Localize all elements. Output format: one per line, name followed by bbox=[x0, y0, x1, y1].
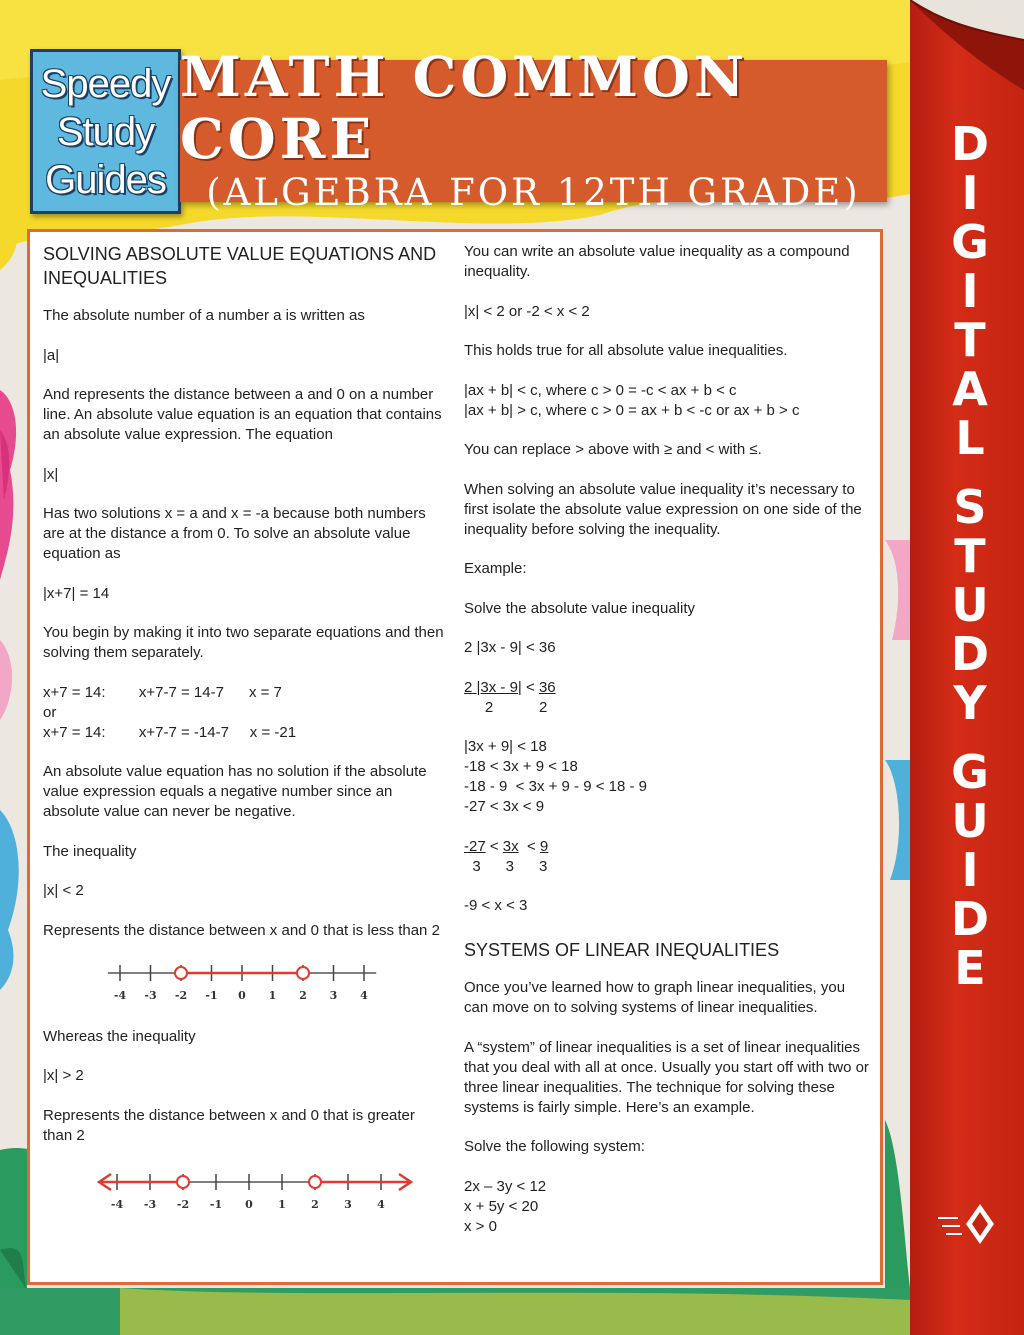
spine-letter: D bbox=[950, 892, 990, 946]
paragraph: Once you’ve learned how to graph linear inequalities, you can move on to solving systems of linear inequalities. bbox=[464, 979, 846, 1016]
fraction-numerator: 3x bbox=[502, 837, 519, 855]
spine-letter: G bbox=[951, 745, 989, 799]
paragraph: Solve the absolute value inequality bbox=[464, 599, 695, 617]
spine-letter: T bbox=[954, 529, 986, 583]
spine-letter: I bbox=[961, 264, 979, 318]
tick-label: -3 bbox=[144, 988, 157, 1002]
tick-label: 0 bbox=[245, 1197, 253, 1211]
step-line: -27 < 3x < 9 bbox=[464, 798, 545, 815]
tick-label: 2 bbox=[299, 988, 307, 1002]
rule-line: |ax + b| < c, where c > 0 = -c < ax + b < c bbox=[464, 381, 737, 399]
formula: |x| < 2 bbox=[43, 882, 84, 899]
tick-label: -2 bbox=[176, 1197, 190, 1211]
paragraph: Whereas the inequality bbox=[43, 1027, 196, 1045]
rule-block bbox=[464, 381, 869, 421]
spine-letter: S bbox=[953, 480, 987, 534]
paragraph: And represents the distance between a and 0 on a number line. An absolute value equation is an equation that contains an absolute value expression. The equation bbox=[43, 386, 442, 443]
tick-label: 3 bbox=[329, 988, 338, 1002]
tick-label: 0 bbox=[238, 988, 246, 1002]
spine-letter: L bbox=[955, 411, 985, 465]
spine-title bbox=[934, 117, 1006, 995]
fraction-denominators: 2 2 bbox=[464, 698, 548, 716]
spine-letter: I bbox=[961, 166, 979, 220]
paragraph: The inequality bbox=[43, 842, 137, 860]
tick-label: 1 bbox=[268, 988, 277, 1002]
paragraph: Represents the distance between x and 0 that is greater than 2 bbox=[43, 1106, 415, 1144]
formula: |x| bbox=[43, 465, 59, 483]
tick-label: 1 bbox=[278, 1197, 286, 1211]
formula: |x| > 2 bbox=[43, 1067, 84, 1084]
tick-label: -1 bbox=[209, 1197, 223, 1211]
spine-letter: U bbox=[951, 794, 989, 848]
book-title: MATH COMMON CORE bbox=[180, 44, 749, 171]
tick-label: -4 bbox=[110, 1197, 124, 1211]
fraction-operator: < bbox=[518, 837, 540, 855]
spine-letter: U bbox=[951, 578, 989, 632]
logo-line: Speedy bbox=[40, 61, 171, 106]
section-heading: SOLVING ABSOLUTE VALUE EQUATIONS AND INEQUALITIES bbox=[43, 244, 437, 288]
tick-label: -3 bbox=[143, 1197, 157, 1211]
step-line: -18 < 3x + 9 < 18 bbox=[464, 758, 578, 775]
logo-line: Guides bbox=[45, 157, 166, 202]
title-banner bbox=[180, 44, 887, 214]
paragraph: Represents the distance between x and 0 that is less than 2 bbox=[43, 921, 440, 939]
paragraph: When solving an absolute value inequality it’s necessary to first isolate the absolute value expression on one side of the inequality before solving the inequality. bbox=[464, 480, 862, 538]
fraction-numerator: -27 bbox=[464, 837, 486, 855]
formula: |x| < 2 or -2 < x < 2 bbox=[464, 302, 590, 320]
number-line-less-than bbox=[107, 953, 397, 1003]
equation-block bbox=[43, 683, 448, 743]
book-subtitle: (ALGEBRA FOR 12TH GRADE) bbox=[206, 171, 861, 214]
step-line: |3x + 9| < 18 bbox=[464, 738, 547, 755]
fraction-denominators: 3 3 3 bbox=[464, 857, 548, 875]
content-panel bbox=[27, 229, 883, 1285]
equation-line: x+7 = 14: x+7-7 = 14-7 x = 7 bbox=[43, 683, 282, 701]
spine-letter: T bbox=[954, 313, 986, 367]
paragraph: The absolute number of a number a is written as bbox=[43, 307, 365, 324]
paragraph: You begin by making it into two separate equations and then solving them separately. bbox=[43, 624, 444, 661]
tick-label: 4 bbox=[377, 1197, 385, 1211]
spine-letter: G bbox=[951, 215, 989, 269]
paragraph: An absolute value equation has no solution if the absolute value expression equals a negative number since an absolute value can never be negative. bbox=[43, 763, 427, 820]
formula: |a| bbox=[43, 346, 60, 364]
paragraph: This holds true for all absolute value inequalities. bbox=[464, 342, 788, 359]
tick-label: -4 bbox=[113, 988, 127, 1002]
open-endpoint bbox=[177, 1176, 189, 1188]
number-line-greater-than bbox=[95, 1162, 415, 1212]
fraction-operator: < bbox=[521, 678, 539, 696]
speedy-study-guides-logo bbox=[30, 49, 181, 214]
system-line: 2x – 3y < 12 bbox=[464, 1177, 547, 1195]
system-block bbox=[464, 1177, 869, 1237]
fraction-step bbox=[464, 837, 869, 877]
equation-line: x+7 = 14: x+7-7 = -14-7 x = -21 bbox=[43, 723, 297, 741]
tick-label: 2 bbox=[311, 1197, 319, 1211]
spine-letter: E bbox=[954, 941, 986, 995]
open-endpoint bbox=[309, 1176, 321, 1188]
fraction-numerator: 9 bbox=[539, 837, 549, 855]
solution-steps bbox=[464, 737, 869, 817]
formula: 2 |3x - 9| < 36 bbox=[464, 639, 556, 656]
speedy-book-icon bbox=[936, 1200, 1000, 1248]
paragraph: Example: bbox=[464, 560, 527, 577]
section-heading: SYSTEMS OF LINEAR INEQUALITIES bbox=[464, 940, 780, 960]
right-column bbox=[464, 242, 869, 1237]
spine-letter: D bbox=[950, 117, 990, 171]
formula: |x+7| = 14 bbox=[43, 584, 110, 602]
fraction-numerator: 2 |3x - 9| bbox=[464, 678, 522, 696]
equation-or: or bbox=[43, 703, 57, 721]
fraction-operator: < bbox=[485, 837, 503, 855]
system-line: x + 5y < 20 bbox=[464, 1197, 539, 1215]
formula: -9 < x < 3 bbox=[464, 897, 528, 914]
logo-line: Study bbox=[56, 109, 155, 154]
spine-letter: I bbox=[961, 843, 979, 897]
tick-label: 3 bbox=[344, 1197, 352, 1211]
fraction-step bbox=[464, 678, 869, 718]
fraction-numerator: 36 bbox=[538, 678, 556, 696]
step-line: -18 - 9 < 3x + 9 - 9 < 18 - 9 bbox=[464, 778, 648, 795]
paragraph: You can replace > above with ≥ and < with ≤. bbox=[464, 441, 762, 458]
open-endpoint bbox=[297, 967, 309, 979]
rule-line: |ax + b| > c, where c > 0 = ax + b < -c or ax + b > c bbox=[464, 401, 800, 419]
left-column bbox=[43, 242, 448, 1236]
open-endpoint bbox=[175, 967, 187, 979]
spine-letter: A bbox=[952, 362, 988, 416]
system-line: x > 0 bbox=[464, 1217, 497, 1235]
paragraph: A “system” of linear inequalities is a set of linear inequalities that you deal with all at once. Usually you start off with two or three linear inequalities. The technique for solving these systems is fairly simple. Here’s an example. bbox=[464, 1038, 869, 1116]
spine-letter: Y bbox=[953, 676, 987, 730]
paragraph: You can write an absolute value inequality as a compound inequality. bbox=[464, 243, 850, 280]
paragraph: Has two solutions x = a and x = -a because both numbers are at the distance a from 0. To solve an absolute value equation as bbox=[43, 505, 426, 562]
paragraph: Solve the following system: bbox=[464, 1138, 645, 1155]
page-curl bbox=[910, 0, 1024, 90]
spine-letter: D bbox=[950, 627, 990, 681]
tick-label: -1 bbox=[205, 988, 218, 1002]
tick-label: 4 bbox=[360, 988, 368, 1002]
tick-label: -2 bbox=[174, 988, 188, 1002]
